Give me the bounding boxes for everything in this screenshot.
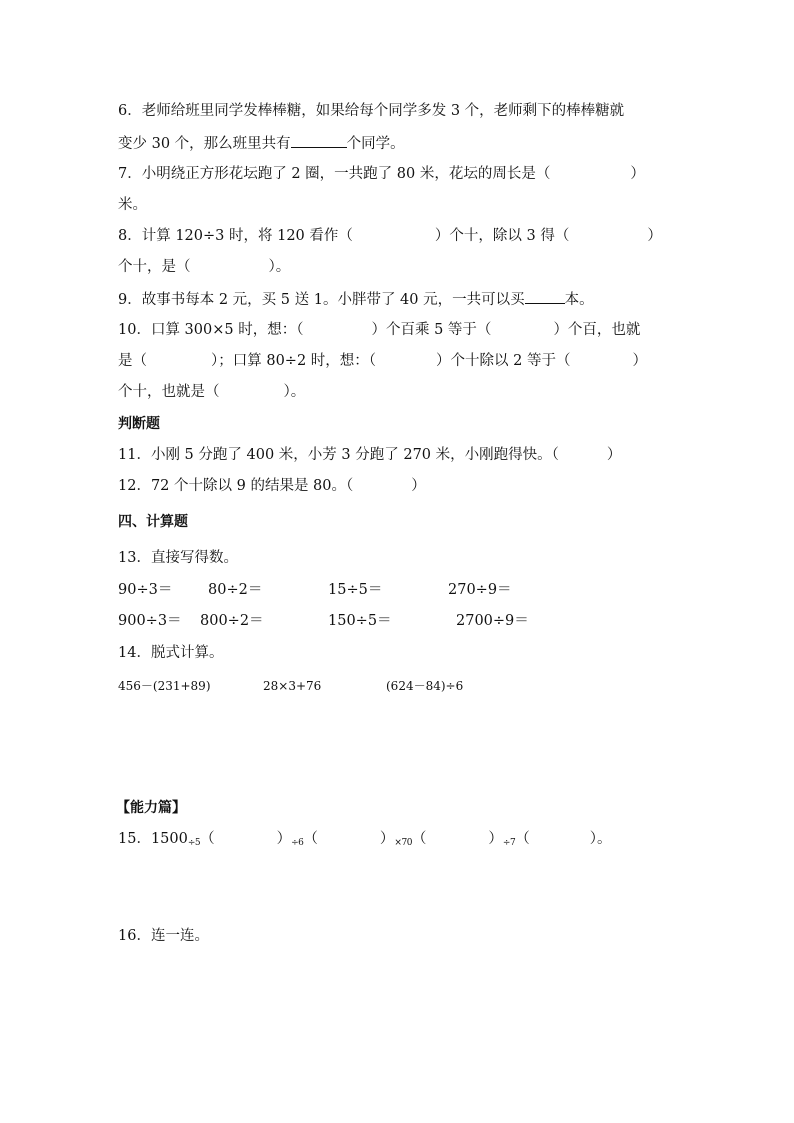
question-8-text-e: ）。: [268, 259, 291, 275]
question-10-line-2: [118, 351, 647, 371]
question-6-line-2: [118, 133, 405, 154]
question-8-line-1: [118, 226, 662, 246]
q13-r2-c4: 2700÷9＝: [456, 613, 529, 629]
question-12-text-b: ）: [411, 478, 426, 494]
question-8-text-d: 个十，是（: [118, 259, 191, 275]
question-10-text-e: ）；口算 80÷2 时，想：（: [211, 353, 377, 369]
question-9-text-b: 本。: [564, 292, 594, 308]
question-11-line: [118, 445, 621, 465]
question-15-end: ）。: [589, 831, 612, 847]
question-15-fragment-3: ×70: [394, 838, 412, 848]
question-15-open-2: （: [303, 831, 318, 847]
question-10-text-h: 个十，也就是（: [118, 384, 220, 400]
q13-r1-c2: 80÷2＝: [208, 582, 263, 598]
question-6-text-a: 变少 30 个，那么班里共有: [118, 136, 291, 152]
question-15-line: [118, 829, 611, 853]
question-9-answer-blank[interactable]: [525, 289, 565, 304]
question-7-unit: 米。: [118, 197, 147, 213]
question-15-close-2: ）: [379, 831, 395, 847]
section-heading-ability: 【能力篇】: [116, 800, 186, 816]
question-15-open-4: （: [515, 831, 530, 847]
question-8-text-b: ）个十，除以 3 得（: [434, 228, 570, 244]
question-15-lead: 15．1500: [118, 831, 188, 847]
q13-r2-c3: 150÷5＝: [328, 613, 392, 629]
question-13-title: 13．直接写得数。: [118, 550, 238, 566]
question-7-line-2: [118, 195, 147, 215]
question-7-text-b: ）: [630, 166, 645, 182]
question-10-text-g: ）: [632, 353, 647, 369]
question-10-text-b: ）个百乘 5 等于（: [371, 322, 492, 338]
question-11-text-a: 11．小刚 5 分跑了 400 米，小芳 3 分跑了 270 米，小刚跑得快。（: [118, 447, 559, 463]
q13-r1-c4: 270÷9＝: [448, 582, 512, 598]
question-15-open-3: （: [411, 831, 427, 847]
section-heading-calc: 四、计算题: [118, 514, 188, 530]
question-15-close-1: ）: [276, 831, 292, 847]
q13-r2-c1: 900÷3＝: [118, 613, 182, 629]
question-6-answer-blank[interactable]: [291, 133, 347, 148]
question-11-text-b: ）: [606, 447, 622, 463]
question-10-text-c: ）个百，也就: [553, 322, 641, 338]
question-6-line-1: [118, 101, 624, 121]
question-10-text-a: 10．口算 300×5 时，想：（: [118, 322, 304, 338]
question-14-title: 14．脱式计算。: [118, 645, 224, 661]
question-6-text: 6．老师给班里同学发棒棒糖，如果给每个同学多发 3 个，老师剩下的棒棒糖就: [118, 103, 625, 119]
question-10-text-f: ）个十除以 2 等于（: [436, 353, 571, 369]
question-7-line-1: [118, 164, 645, 184]
question-15-fragment-4: ÷7: [502, 838, 516, 848]
question-15-fragment-2: ÷6: [291, 838, 304, 848]
q14-expression-2: 28×3+76: [263, 679, 322, 693]
q13-r1-c1: 90÷3＝: [118, 582, 173, 598]
question-7-text-a: 7．小明绕正方形花坛跑了 2 圈，一共跑了 80 米，花坛的周长是（: [118, 166, 551, 182]
question-15-close-3: ）: [488, 831, 503, 847]
q14-expression-3: (624－84)÷6: [386, 679, 464, 693]
question-12-text-a: 12．72 个十除以 9 的结果是 80。（: [118, 478, 354, 494]
question-15-fragment-1: ÷5: [187, 838, 201, 848]
question-9-line: [118, 289, 594, 310]
question-15-open-1: （: [200, 831, 215, 847]
question-16-line: 16．连一连。: [118, 928, 209, 944]
question-6-text-b: 个同学。: [346, 136, 405, 152]
question-9-text-a: 9．故事书每本 2 元，买 5 送 1。小胖带了 40 元，一共可以买: [118, 292, 525, 308]
question-12-line: [118, 476, 426, 496]
question-8-text-c: ）: [647, 228, 662, 244]
section-heading-judge: 判断题: [118, 416, 160, 432]
question-10-text-i: ）。: [283, 384, 306, 400]
q14-expression-1: 456－(231+89): [118, 679, 211, 693]
question-10-text-d: 是（: [118, 353, 147, 369]
question-10-line-1: [118, 320, 640, 340]
question-8-text-a: 8．计算 120÷3 时，将 120 看作（: [118, 228, 353, 244]
question-10-line-3: [118, 382, 305, 402]
q13-r2-c2: 800÷2＝: [200, 613, 264, 629]
question-8-line-2: [118, 257, 290, 277]
q13-r1-c3: 15÷5＝: [328, 582, 383, 598]
